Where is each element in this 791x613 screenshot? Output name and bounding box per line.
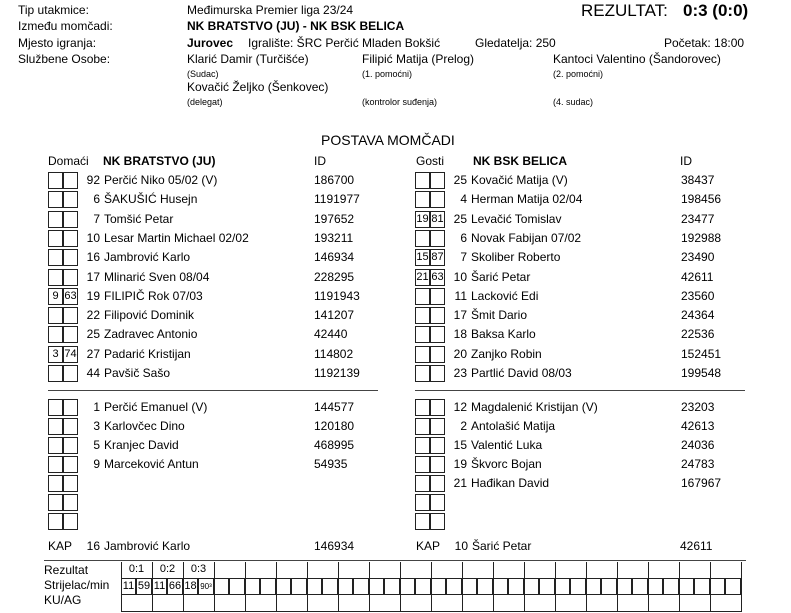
- home-sub-player-name: Marceković Antun: [104, 457, 199, 471]
- away-starter-player-id: 23477: [681, 211, 715, 226]
- scorer-minute: 90³: [198, 578, 214, 595]
- away-starter-box-b: [430, 230, 445, 247]
- home-starter-player-id: 1191977: [314, 192, 360, 207]
- home-starter-player-name: Pavšič Sašo: [104, 366, 171, 380]
- official-assistant1-role: (1. pomoćni): [362, 69, 413, 79]
- kuag-cell: [524, 595, 555, 612]
- kickoff: Početak: 18:00: [664, 36, 745, 50]
- home-starter-box-b: [63, 172, 78, 189]
- away-sub-player-name: Škvorc Bojan: [471, 457, 542, 471]
- scorer-minute: [291, 578, 307, 595]
- away-starter-player-id: 23490: [681, 250, 715, 265]
- kuag-cell: [369, 595, 400, 612]
- away-starter-box-a: [415, 346, 430, 363]
- score-cell-result: [338, 562, 370, 578]
- home-sub-box-a: [48, 475, 63, 492]
- away-sub-box-b: [430, 475, 445, 492]
- away-sub-player-name: Antolašić Matija: [471, 419, 556, 433]
- official-assistant2: Kantoci Valentino (Šandorovec): [553, 52, 721, 66]
- home-starter-box-b: [63, 211, 78, 228]
- kuag-cell: [400, 595, 431, 612]
- tip-label: Tip utakmice:: [18, 3, 89, 17]
- away-starter-player-name: Levačić Tomislav: [471, 211, 562, 226]
- away-starter-player-number: 25: [453, 211, 467, 226]
- home-starter-player-number: 25: [86, 327, 100, 342]
- home-starter-player-id: 1192139: [314, 366, 360, 380]
- home-starter-player-id: 197652: [314, 211, 355, 226]
- scorer-minute: [260, 578, 276, 595]
- away-sub-player-id: 23203: [681, 400, 715, 414]
- score-cell-result: [214, 562, 246, 578]
- scorer-minute: [508, 578, 524, 595]
- home-divider: [48, 390, 378, 391]
- home-starter-player-number: 6: [93, 192, 100, 207]
- competition-name: Međimurska Premier liga 23/24: [187, 3, 354, 17]
- home-team-name: NK BRATSTVO (JU): [103, 154, 216, 168]
- away-starter-box-b: [430, 326, 445, 343]
- away-starter-player-name: Baksa Karlo: [471, 327, 536, 342]
- away-sub-box-a: [415, 475, 430, 492]
- away-side-label: Gosti: [416, 154, 445, 168]
- away-sub-player-name: Hađikan David: [471, 476, 550, 490]
- kuag-cell: [679, 595, 710, 612]
- home-starter-box-b: [63, 269, 78, 286]
- away-team-name: NK BSK BELICA: [473, 154, 568, 168]
- venue-label: Mjesto igranja:: [18, 36, 97, 50]
- scorer-minute: [663, 578, 679, 595]
- scorer-number: [245, 578, 260, 595]
- away-starter-player-id: 24364: [681, 308, 715, 323]
- scorer-number: [338, 578, 353, 595]
- home-starter-player-id: 1191943: [314, 288, 360, 303]
- score-after-goal: 0:1: [128, 563, 145, 575]
- score-cell-result: [307, 562, 339, 578]
- away-starter-player-name: Šarić Petar: [471, 269, 531, 284]
- away-starter-box-b: 81: [430, 211, 445, 228]
- kuag-cell: [462, 595, 493, 612]
- home-starter-player-name: Perčić Niko 05/02 (V): [104, 173, 218, 187]
- away-starter-box-b: 87: [430, 249, 445, 266]
- home-sub-player-name: Karlovčec Dino: [104, 419, 185, 433]
- home-starter-box-b: [63, 191, 78, 208]
- kuag-cell: [338, 595, 369, 612]
- scorer-minute: [725, 578, 741, 595]
- away-starter-box-a: [415, 191, 430, 208]
- away-sub-box-b: [430, 418, 445, 435]
- home-sub-box-b: [63, 399, 78, 416]
- scorer-number: [400, 578, 415, 595]
- scorer-number: [493, 578, 508, 595]
- score-cell-result: [276, 562, 308, 578]
- home-starter-player-number: 16: [86, 250, 100, 265]
- official-assistant1: Filipić Matija (Prelog): [362, 52, 475, 66]
- home-starter-box-b: [63, 230, 78, 247]
- away-starter-player-id: 199548: [681, 366, 722, 380]
- away-starter-box-b: [430, 172, 445, 189]
- home-starter-box-a: [48, 172, 63, 189]
- scorer-minute: 66: [167, 578, 183, 595]
- home-sub-player-id: 54935: [314, 457, 348, 471]
- away-sub-player-number: 19: [453, 457, 467, 471]
- home-starter-player-name: Jambrović Karlo: [104, 250, 191, 265]
- home-sub-box-b: [63, 456, 78, 473]
- home-starter-player-name: Mlinarić Sven 08/04: [104, 269, 210, 284]
- home-starter-box-a: [48, 230, 63, 247]
- away-sub-player-number: 21: [453, 476, 467, 490]
- score-cell-result: [152, 562, 184, 578]
- away-sub-box-a: [415, 494, 430, 511]
- score-cell-result: [524, 562, 556, 578]
- score-after-goal: 0:2: [159, 563, 176, 575]
- scorer-number: [214, 578, 229, 595]
- home-starter-player-name: Lesar Martin Michael 02/02: [104, 230, 249, 245]
- home-sub-player-name: Kranjec David: [104, 438, 179, 452]
- away-captain-id: 42611: [680, 539, 713, 553]
- kuag-cell: [555, 595, 586, 612]
- score-cell-result: [586, 562, 618, 578]
- away-id-header: ID: [680, 154, 692, 168]
- away-starter-box-b: [430, 307, 445, 324]
- official-referee-role: (Sudac): [187, 69, 219, 79]
- ground: Igralište: ŠRC Perčić Mladen Bokšić: [248, 36, 441, 50]
- away-starter-player-id: 42611: [681, 269, 714, 284]
- scoring-top-line: [44, 560, 746, 561]
- away-starter-player-id: 38437: [681, 173, 715, 187]
- home-sub-box-a: [48, 513, 63, 530]
- away-starter-player-number: 25: [453, 173, 467, 187]
- away-starter-player-number: 18: [453, 327, 467, 342]
- score-grid-right-edge: [741, 562, 742, 612]
- home-starter-player-id: 146934: [314, 250, 355, 265]
- home-starter-player-name: Filipović Dominik: [104, 308, 195, 323]
- home-sub-box-a: [48, 399, 63, 416]
- away-sub-box-b: [430, 494, 445, 511]
- home-starter-player-name: Zadravec Antonio: [104, 327, 198, 342]
- home-captain-name: Jambrović Karlo: [104, 539, 191, 553]
- scorer-number: 11: [121, 578, 136, 595]
- home-sub-player-id: 468995: [314, 438, 355, 452]
- away-sub-box-b: [430, 399, 445, 416]
- strijelac-label: Strijelac/min: [44, 578, 110, 592]
- home-sub-player-number: 9: [93, 457, 100, 471]
- away-divider: [415, 390, 745, 391]
- home-sub-player-id: 120180: [314, 419, 355, 433]
- home-starter-box-a: 9: [48, 288, 63, 305]
- away-starter-player-id: 198456: [681, 192, 722, 207]
- result-label: REZULTAT:: [581, 1, 668, 20]
- official-delegate: Kovačić Željko (Šenkovec): [187, 80, 329, 94]
- home-starter-player-number: 7: [93, 211, 100, 226]
- home-starter-player-number: 17: [86, 269, 100, 284]
- away-starter-box-b: [430, 191, 445, 208]
- scorer-number: [617, 578, 632, 595]
- away-sub-box-a: [415, 513, 430, 530]
- away-starter-player-id: 22536: [681, 327, 715, 342]
- away-starter-player-id: 192988: [681, 230, 722, 245]
- scorer-number: [555, 578, 570, 595]
- away-sub-player-name: Magdalenić Kristijan (V): [471, 400, 598, 414]
- score-cell-result: [462, 562, 494, 578]
- score-cell-result: [679, 562, 711, 578]
- home-starter-player-id: 193211: [314, 230, 354, 245]
- kuag-cell: [617, 595, 648, 612]
- home-sub-box-b: [63, 437, 78, 454]
- away-starter-box-a: [415, 288, 430, 305]
- away-sub-box-a: [415, 437, 430, 454]
- home-starter-player-number: 22: [86, 308, 100, 323]
- official-fourth-role: (4. sudac): [553, 97, 594, 107]
- home-sub-box-b: [63, 475, 78, 492]
- scorer-minute: [477, 578, 493, 595]
- home-side-label: Domaći: [48, 154, 89, 168]
- scorer-number: [524, 578, 539, 595]
- scorer-number: [276, 578, 291, 595]
- scorer-number: [307, 578, 322, 595]
- home-sub-player-id: 144577: [314, 400, 355, 414]
- away-sub-box-b: [430, 437, 445, 454]
- scorer-minute: [570, 578, 586, 595]
- home-sub-box-b: [63, 418, 78, 435]
- score-cell-result: [493, 562, 525, 578]
- away-starter-player-name: Šmit Dario: [471, 308, 528, 323]
- official-assistant2-role: (2. pomoćni): [553, 69, 604, 79]
- away-starter-player-id: 23560: [681, 288, 715, 303]
- scorer-number: [648, 578, 663, 595]
- home-starter-player-name: FILIPIČ Rok 07/03: [104, 288, 203, 303]
- score-cell-result: [648, 562, 680, 578]
- away-starter-box-a: 19: [415, 211, 430, 228]
- away-sub-player-id: 42613: [681, 419, 715, 433]
- official-referee: Klarić Damir (Turčišće): [187, 52, 309, 66]
- kuag-cell: [586, 595, 617, 612]
- home-starter-box-a: [48, 249, 63, 266]
- kuag-cell: [276, 595, 307, 612]
- away-starter-player-number: 6: [460, 230, 467, 245]
- home-starter-player-id: 141207: [314, 308, 355, 323]
- home-starter-box-a: [48, 365, 63, 382]
- home-starter-box-b: [63, 365, 78, 382]
- score-cell-result: [183, 562, 215, 578]
- kuag-cell: [214, 595, 245, 612]
- match-teams: NK BRATSTVO (JU) - NK BSK BELICA: [187, 19, 405, 33]
- kuag-cell: [183, 595, 214, 612]
- home-starter-player-number: 10: [86, 230, 100, 245]
- score-cell-result: [710, 562, 742, 578]
- away-starter-player-number: 17: [453, 308, 467, 323]
- official-delegate-role: (delegat): [187, 97, 223, 107]
- home-sub-player-name: Perčić Emanuel (V): [104, 400, 208, 414]
- scorer-minute: [446, 578, 462, 595]
- score-cell-result: [617, 562, 649, 578]
- home-starter-player-id: 228295: [314, 269, 355, 284]
- home-starter-box-a: [48, 211, 63, 228]
- away-starter-player-name: Herman Matija 02/04: [471, 192, 583, 207]
- away-starter-player-number: 4: [460, 192, 467, 207]
- home-captain-id: 146934: [314, 539, 355, 553]
- home-starter-box-a: [48, 307, 63, 324]
- home-sub-player-number: 1: [93, 400, 100, 414]
- home-starter-box-b: [63, 249, 78, 266]
- score-cell-result: [121, 562, 153, 578]
- officials-label: Službene Osobe:: [18, 52, 111, 66]
- away-starter-player-name: Zanjko Robin: [471, 346, 542, 361]
- home-starter-box-b: [63, 326, 78, 343]
- home-starter-player-id: 186700: [314, 173, 355, 187]
- scorer-number: [431, 578, 446, 595]
- away-starter-box-a: [415, 326, 430, 343]
- home-starter-player-name: Tomšić Petar: [104, 211, 174, 226]
- home-starter-player-name: Padarić Kristijan: [104, 346, 191, 361]
- home-sub-box-a: [48, 494, 63, 511]
- away-captain-name: Šarić Petar: [472, 539, 532, 553]
- score-cell-result: [369, 562, 401, 578]
- away-sub-box-b: [430, 456, 445, 473]
- away-sub-player-id: 24036: [681, 438, 715, 452]
- away-starter-box-a: [415, 365, 430, 382]
- home-sub-box-b: [63, 494, 78, 511]
- away-captain-number: 10: [454, 539, 468, 553]
- scorer-number: [586, 578, 601, 595]
- away-starter-player-id: 152451: [681, 346, 722, 361]
- venue-value: Jurovec: [187, 36, 234, 50]
- kuag-cell: [307, 595, 338, 612]
- official-controller-role: (kontrolor suđenja): [362, 97, 438, 107]
- scorer-minute: [229, 578, 245, 595]
- home-starter-box-b: [63, 307, 78, 324]
- home-starter-player-number: 19: [86, 288, 100, 303]
- home-id-header: ID: [314, 154, 326, 168]
- home-starter-player-number: 92: [86, 173, 100, 187]
- scorer-number: [710, 578, 725, 595]
- kuag-label: KU/AG: [44, 593, 82, 607]
- scorer-minute: [415, 578, 431, 595]
- kuag-cell: [493, 595, 524, 612]
- kuag-cell: [152, 595, 183, 612]
- result-value: 0:3 (0:0): [683, 1, 749, 20]
- home-starter-box-a: [48, 191, 63, 208]
- home-starter-box-a: [48, 269, 63, 286]
- away-starter-box-a: 15: [415, 249, 430, 266]
- away-starter-player-name: Lacković Edi: [471, 288, 539, 303]
- scorer-minute: [601, 578, 617, 595]
- kuag-cell: [245, 595, 276, 612]
- score-after-goal: 0:3: [190, 563, 207, 575]
- away-starter-player-name: Skoliber Roberto: [471, 250, 561, 265]
- away-starter-player-number: 20: [453, 346, 467, 361]
- away-starter-box-a: [415, 172, 430, 189]
- scorer-number: [462, 578, 477, 595]
- lineup-title: POSTAVA MOMČADI: [321, 132, 455, 148]
- score-cell-result: [431, 562, 463, 578]
- home-captain-label: KAP: [48, 539, 73, 553]
- home-starter-player-id: 114802: [314, 346, 354, 361]
- away-starter-box-a: [415, 307, 430, 324]
- home-sub-player-number: 3: [93, 419, 100, 433]
- home-starter-player-number: 27: [86, 346, 100, 361]
- scorer-number: [679, 578, 694, 595]
- home-starter-box-a: [48, 326, 63, 343]
- kuag-cell: [648, 595, 679, 612]
- home-captain-number: 16: [86, 539, 100, 553]
- kuag-cell: [431, 595, 462, 612]
- away-sub-player-number: 15: [453, 438, 467, 452]
- scorer-minute: [694, 578, 710, 595]
- away-captain-label: KAP: [416, 539, 441, 553]
- home-starter-box-b: 74: [63, 346, 78, 363]
- away-sub-player-number: 2: [460, 419, 467, 433]
- scorer-minute: [353, 578, 369, 595]
- scorer-minute: [384, 578, 400, 595]
- scorer-minute: [322, 578, 338, 595]
- away-starter-box-a: 21: [415, 269, 430, 286]
- home-sub-box-a: [48, 418, 63, 435]
- kuag-cell: [121, 595, 152, 612]
- home-sub-box-a: [48, 456, 63, 473]
- score-cell-result: [400, 562, 432, 578]
- scorer-number: [369, 578, 384, 595]
- home-sub-box-a: [48, 437, 63, 454]
- away-sub-player-id: 24783: [681, 457, 715, 471]
- scorer-number: 18: [183, 578, 198, 595]
- scorer-number: 11: [152, 578, 167, 595]
- away-sub-box-a: [415, 399, 430, 416]
- away-starter-player-name: Partlić David 08/03: [471, 366, 572, 380]
- home-starter-player-name: ŠAKUŠIĆ Husejn: [104, 192, 198, 207]
- scorer-minute: [632, 578, 648, 595]
- home-starter-box-a: 3: [48, 346, 63, 363]
- home-starter-box-b: 63: [63, 288, 78, 305]
- home-starter-player-number: 44: [86, 366, 100, 380]
- home-starter-player-id: 42440: [314, 327, 348, 342]
- kuag-cell: [710, 595, 741, 612]
- away-starter-box-b: [430, 288, 445, 305]
- away-starter-player-name: Kovačić Matija (V): [471, 173, 568, 187]
- rezultat-label: Rezultat: [44, 563, 89, 577]
- teams-label: Između momčadi:: [18, 19, 113, 33]
- away-starter-box-b: [430, 346, 445, 363]
- away-sub-box-a: [415, 456, 430, 473]
- away-starter-box-b: 63: [430, 269, 445, 286]
- away-starter-player-name: Novak Fabijan 07/02: [471, 230, 582, 245]
- away-starter-player-number: 23: [453, 366, 467, 380]
- away-starter-box-b: [430, 365, 445, 382]
- away-sub-player-name: Valentić Luka: [471, 438, 543, 452]
- score-cell-result: [245, 562, 277, 578]
- home-sub-box-b: [63, 513, 78, 530]
- away-sub-box-b: [430, 513, 445, 530]
- scorer-minute: 59: [136, 578, 152, 595]
- away-starter-player-number: 11: [454, 288, 467, 303]
- away-sub-box-a: [415, 418, 430, 435]
- scorer-minute: [539, 578, 555, 595]
- away-starter-box-a: [415, 230, 430, 247]
- away-starter-player-number: 10: [453, 269, 467, 284]
- away-sub-player-id: 167967: [681, 476, 722, 490]
- away-sub-player-number: 12: [453, 400, 467, 414]
- score-cell-result: [555, 562, 587, 578]
- away-starter-player-number: 7: [460, 250, 467, 265]
- spectators: Gledatelja: 250: [475, 36, 556, 50]
- home-sub-player-number: 5: [93, 438, 100, 452]
